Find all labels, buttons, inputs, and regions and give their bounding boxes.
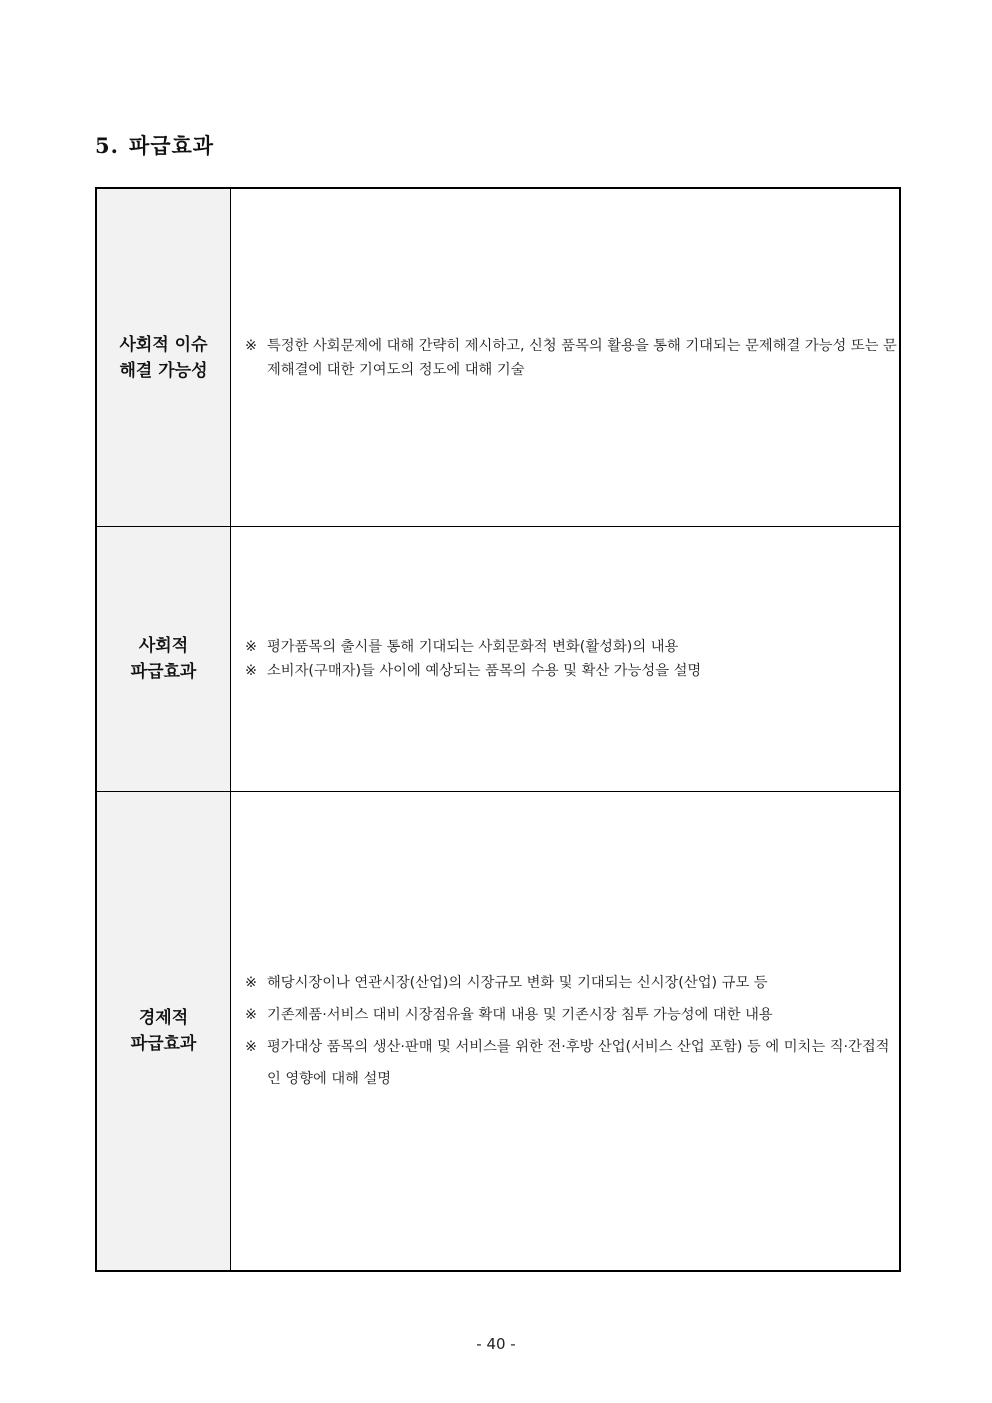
row-label-social-issue — [96, 188, 231, 527]
row-label-line: 해결 가능성 — [119, 360, 208, 381]
content-cell-economic-impact[interactable] — [231, 792, 901, 1272]
content-cell-social-issue[interactable] — [231, 188, 901, 527]
reference-mark-icon: ※ — [245, 1007, 257, 1023]
table-row-social-issue — [96, 188, 900, 527]
section-number: 5. — [95, 133, 119, 158]
guide-note-text: 평가대상 품목의 생산·판매 및 서비스를 위한 전·후방 산업(서비스 산업 포함) 등 에 미치는 직·간접적인 영향에 대해 설명 — [267, 1039, 890, 1087]
row-label-social-impact — [96, 527, 231, 792]
row-label-line: 경제적 — [138, 1008, 189, 1028]
guide-note-text: 특정한 사회문제에 대해 간략히 제시하고, 신청 품목의 활용을 통해 기대되는 문제해결 가능성 또는 문제해결에 대한 기여도의 정도에 대해 기술 — [267, 337, 897, 378]
reference-mark-icon: ※ — [245, 975, 257, 991]
guide-note-text: 해당시장이나 연관시장(산업)의 시장규모 변화 및 기대되는 신시장(산업) 규모 등 — [267, 975, 768, 991]
reference-mark-icon: ※ — [245, 639, 257, 655]
guide-note-text: 기존제품·서비스 대비 시장점유율 확대 내용 및 기존시장 침투 가능성에 대한 내용 — [267, 1007, 773, 1023]
guide-note — [245, 659, 897, 683]
reference-mark-icon: ※ — [245, 663, 257, 679]
guide-note — [245, 635, 897, 659]
guide-note — [245, 967, 897, 999]
table-row-social-impact — [96, 527, 900, 792]
section-title-text: 파급효과 — [128, 133, 215, 158]
section-title — [95, 130, 214, 160]
row-label-line: 파급효과 — [130, 662, 197, 682]
guide-note-text: 소비자(구매자)들 사이에 예상되는 품목의 수용 및 확산 가능성을 설명 — [267, 663, 702, 679]
impact-table — [95, 187, 901, 1272]
guide-note-text: 평가품목의 출시를 통해 기대되는 사회문화적 변화(활성화)의 내용 — [267, 639, 679, 655]
content-cell-social-impact[interactable] — [231, 527, 901, 792]
row-label-economic-impact — [96, 792, 231, 1272]
reference-mark-icon: ※ — [245, 337, 257, 354]
guide-note — [245, 1031, 897, 1095]
row-label-line: 사회적 이슈 — [119, 334, 208, 355]
guide-note — [245, 999, 897, 1031]
reference-mark-icon: ※ — [245, 1039, 257, 1055]
guide-note — [245, 334, 897, 382]
row-label-line: 사회적 — [138, 636, 189, 656]
table-row-economic-impact — [96, 792, 900, 1272]
row-label-line: 파급효과 — [130, 1034, 197, 1054]
page-number: - 40 - — [476, 1335, 516, 1353]
